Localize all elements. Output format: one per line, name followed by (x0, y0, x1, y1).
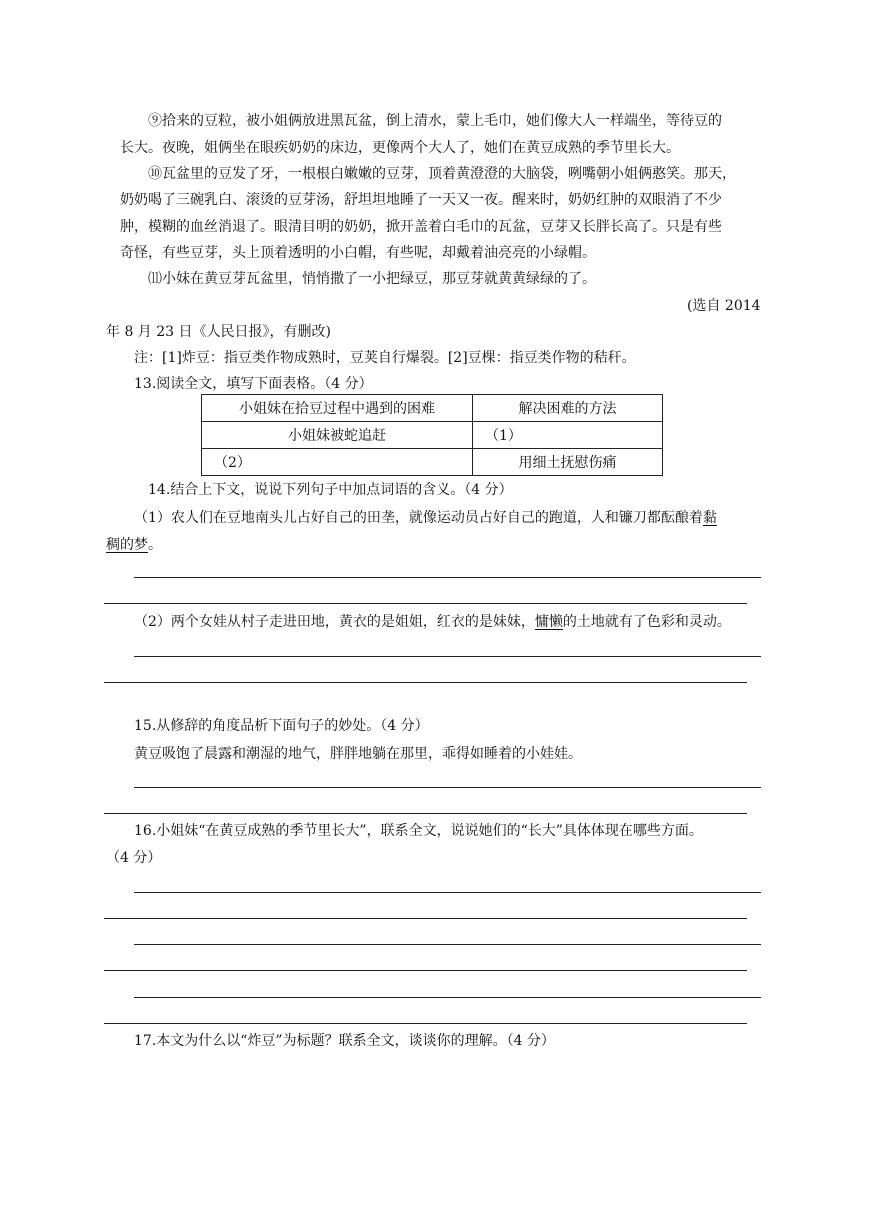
question-14-sentence-1-cont (106, 535, 162, 555)
table-header-difficulty: 小姐妹在拾豆过程中遇到的困难 (202, 395, 473, 422)
paragraph-10-line-3: 肿，模糊的血丝消退了。眼清目明的奶奶，掀开盖着白毛巾的瓦盆，豆芽又长胖长高了。只是有些 (120, 219, 722, 235)
sentence-text: （1）农人们在豆地南头儿占好自己的田垄，就像运动员占好自己的跑道，人和镰刀都酝酿着 (134, 510, 703, 526)
answer-line[interactable] (134, 656, 761, 657)
question-16-prompt-cont: （4 分） (106, 850, 162, 866)
table-cell-answer-2[interactable]: （2） (202, 449, 473, 476)
sentence-text: （2）两个女娃从村子走进田地，黄衣的是姐姐，红衣的是妹妹， (134, 614, 535, 630)
answer-line[interactable] (134, 997, 761, 998)
paragraph-9-line-2: 长大。夜晚，姐俩坐在眼疾奶奶的床边，更像两个大人了，她们在黄豆成熟的季节里长大。 (120, 140, 680, 156)
question-14-sentence-2 (134, 612, 731, 632)
answer-line[interactable] (104, 1023, 747, 1024)
question-15-sentence: 黄豆吸饱了晨露和潮湿的地气，胖胖地躺在那里，乖得如睡着的小娃娃。 (134, 746, 582, 762)
dotted-word: 黏 (702, 510, 717, 526)
question-16-prompt: 16.小姐妹“在黄豆成熟的季节里长大”，联系全文，说说她们的“长大”具体体现在哪些方面。 (134, 823, 703, 839)
answer-line[interactable] (134, 577, 761, 578)
table-row (202, 422, 663, 449)
paragraph-11: ⑾小妹在黄豆芽瓦盆里，悄悄撒了一小把绿豆，那豆芽就黄黄绿绿的了。 (148, 271, 596, 287)
question-17-prompt: 17.本文为什么以“炸豆”为标题？联系全文，谈谈你的理解。（4 分） (134, 1033, 555, 1049)
answer-line[interactable] (134, 787, 761, 788)
paragraph-10-line-1: ⑩瓦盆里的豆发了牙，一根根白嫩嫩的豆芽，顶着黄澄澄的大脑袋，咧嘴朝小姐俩憨笑。那天， (148, 166, 736, 182)
paragraph-10-line-4: 奇怪，有些豆芽，头上顶着透明的小白帽，有些呢，却戴着油亮亮的小绿帽。 (120, 245, 596, 261)
table-row (202, 395, 663, 422)
table-header-solution: 解决困难的方法 (473, 395, 663, 422)
answer-line[interactable] (104, 603, 747, 604)
table-cell-solution-2: 用细土抚慰伤痛 (473, 449, 663, 476)
answer-line[interactable] (104, 682, 747, 683)
source-line-2: 年 8 月 23 日《人民日报》，有删改) (106, 324, 331, 340)
source-line-1: (选自 2014 (687, 298, 761, 314)
table-cell-answer-1[interactable]: （1） (473, 422, 663, 449)
answer-line[interactable] (104, 970, 747, 971)
table-cell-difficulty-1: 小姐妹被蛇追赶 (202, 422, 473, 449)
question-13-prompt: 13.阅读全文，填写下面表格。（4 分） (134, 376, 373, 392)
sentence-text: 的土地就有了色彩和灵动。 (562, 614, 731, 630)
footnote: 注：[1]炸豆：指豆类作物成熟时，豆荚自行爆裂。[2]豆棵：指豆类作物的秸秆。 (134, 350, 636, 366)
paragraph-9-line-1: ⑨拾来的豆粒，被小姐俩放进黑瓦盆，倒上清水，蒙上毛巾，她们像大人一样端坐，等待豆的 (148, 113, 722, 129)
answer-line[interactable] (134, 944, 761, 945)
question-13-table (201, 394, 663, 476)
answer-line[interactable] (104, 918, 747, 919)
question-14-sentence-1 (134, 508, 717, 528)
dotted-word: 稠的梦 (106, 537, 148, 553)
table-row (202, 449, 663, 476)
paragraph-10-line-2: 奶奶喝了三碗乳白、滚烫的豆芽汤，舒坦坦地睡了一天又一夜。醒来时，奶奶红肿的双眼消了不少 (120, 192, 722, 208)
answer-line[interactable] (134, 892, 761, 893)
dotted-word: 慵懒 (534, 614, 563, 630)
answer-line[interactable] (104, 813, 747, 814)
question-15-prompt: 15.从修辞的角度品析下面句子的妙处。（4 分） (134, 718, 429, 734)
sentence-text: 。 (148, 537, 162, 553)
question-14-prompt: 14.结合上下文，说说下列句子中加点词语的含义。（4 分） (148, 482, 513, 498)
